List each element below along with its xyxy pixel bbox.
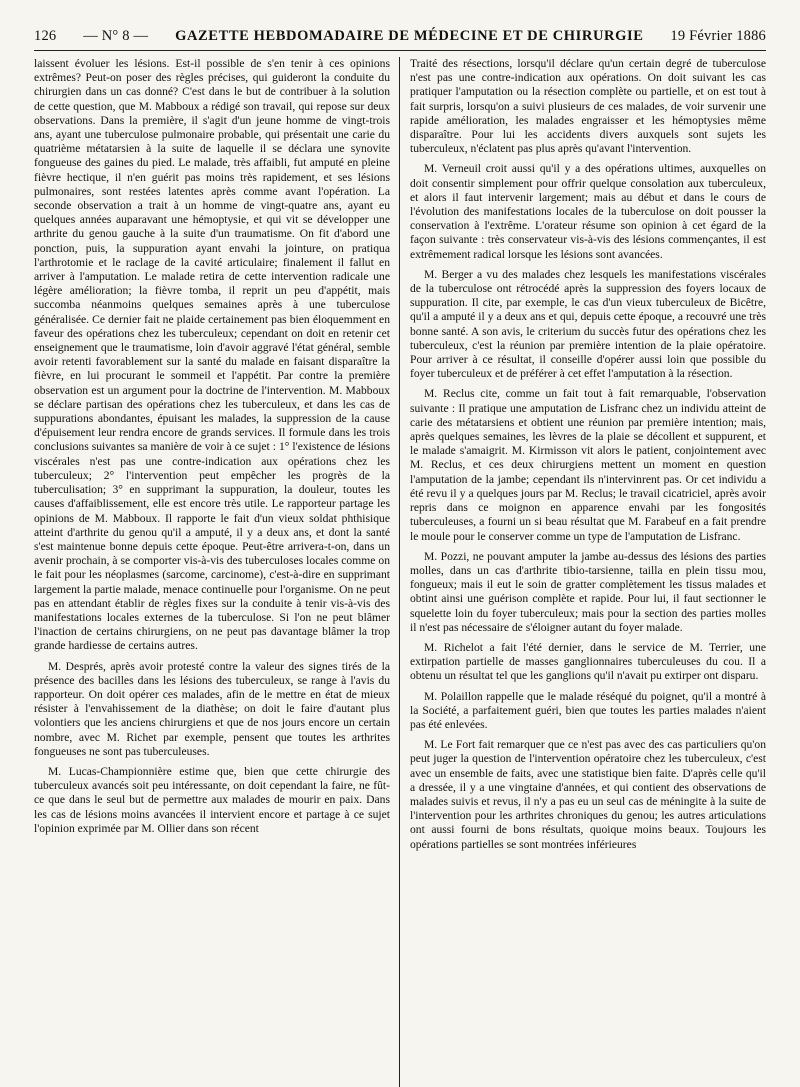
paragraph: M. Verneuil croit aussi qu'il y a des opérations ultimes, auxquelles on doit consentir simplement pour offrir quelque consolation aux tuberculeux, et alors il faut intervenir largement; mais au début et dans le cours de l'évolution des manifestations locales de la tuberculose on doit pousser la conservation à l'extrême. L'orateur résume son opinion à cet égard de la façon suivante : très conservateur vis-à-vis des lésions commençantes, il est extrêmement radical lorsque les lésions sont avancées. <box>410 162 766 261</box>
paragraph: M. Polaillon rappelle que le malade réséqué du poignet, qu'il a montré à la Société, a parfaitement guéri, bien que toutes les parties malades n'aient pas été enlevées. <box>410 689 766 731</box>
text-columns <box>34 57 766 1087</box>
paragraph: M. Le Fort fait remarquer que ce n'est pas avec des cas particuliers qu'on peut juger la question de l'intervention opératoire chez les tuberculeux, c'est avec un ensemble de faits, avec une statistique bien faite. D'après celle qu'il a dressée, il y a une vingtaine d'années, et qui contient des observations de malades suivis et revus, il n'y a pas eu un seul cas de méningite à la suite de l'intervention pour les arthrites chroniques du genou; les autres articulations ont aussi fourni de bons résultats, quoique moins beaux. Toujours les opérations partielles se sont montrées inférieures <box>410 738 766 851</box>
left-column <box>34 57 400 1087</box>
paragraph: M. Pozzi, ne pouvant amputer la jambe au-dessus des lésions des parties molles, dans un cas d'arthrite tibio-tarsienne, tailla en plein tissu mou, fongueux; mais il eut le soin de gratter complètement les tissus malades et obtint ainsi une guérison complète et rapide. Pour lui, il faut sectionner le squelette loin du foyer tuberculeux; mais pour la section des parties molles il n'est pas nécessaire de s'éloigner autant du foyer malade. <box>410 549 766 634</box>
page-number: 126 <box>34 28 57 44</box>
right-column <box>400 57 766 1087</box>
paragraph: M. Després, après avoir protesté contre la valeur des signes tirés de la présence des bacilles dans les lésions des tuberculeux, se range à l'avis du rapporteur. On doit opérer ces malades, afin de le mettre en état de mieux résister à l'envahissement de la diathèse; on doit le faire d'autant plus volontiers que les anciens chirurgiens et que de nos jours encore un certain nombre, avec M. Richet par exemple, pensent que toutes les arthrites fongueuses ne sont pas tuberculeuses. <box>34 659 390 758</box>
page-header <box>34 28 766 51</box>
paragraph: laissent évoluer les lésions. Est-il possible de s'en tenir à ces opinions extrêmes? Peut-on poser des règles précises, qui guideront la conduite du chirurgien dans un cas donné? C'est dans le but de contribuer à la solution de cette question, que M. Mabboux a rédigé son travail, qui repose sur deux observations. Dans la première, il s'agit d'un jeune homme de vingt-trois ans, ayant une tuberculose pulmonaire probable, qui présentait une carie du quatrième métatarsien à la suite de laquelle il se déclara une synovite fongueuse des gaines du pied. Le malade, très affaibli, fut amputé en pleine fièvre hectique, il n'en guérit pas moins très rapidement, et ses lésions pulmonaires, sont restées latentes après comme avant l'opération. La seconde observation a trait à un homme de vingt-quatre ans, ayant eu quelques années auparavant une hémoptysie, et qui vit se développer une arthrite du genou gauche à la suite d'un traumatisme. On fit d'abord une ponction, puis, la suppuration ayant envahi la jointure, on pratiqua l'arthrotomie et le raclage de la cavité articulaire; finalement il fallut en arriver à l'amputation. Le malade retira de cette intervention radicale une légère amélioration; la fièvre tomba, il reprit un peu d'appétit, mais succomba néanmoins quelques semaines après à une tuberculose généralisée. Ce dernier fait ne plaide certainement pas bien éloquemment en faveur des opérations chez les tuberculeux; cependant on doit en retenir cet enseignement que le traumatisme, loin d'avoir aggravé l'état général, semble avoir retenti favorablement sur la santé du malade en faisant disparaître la fièvre, en lui procurant le sommeil et l'appétit. Par contre la première observation est un argument pour la doctrine de l'intervention. M. Mabboux se déclare partisan des opérations chez les tuberculeux, et dans les cas de suppurations abondantes, épuisant les malades, la suppression de la cause d'épuisement leur rendra encore de grands services. Il formule dans les trois conclusions suivantes sa manière de voir à ce sujet : 1° l'existence de lésions viscérales n'est pas une contre-indication aux opérations chez les tuberculeux; 2° l'intervention peut empêcher les progrès de la tuberculisation; 3° en supprimant la suppuration, la douleur, toutes les causes d'affaiblissement, elle est encore très utile. Le rapporteur partage les opinions de M. Mabboux. Il rapporte le fait d'un vieux soldat phthisique atteint d'arthrite du genou qu'il a amputé, il y a deux ans, et dont la santé s'est maintenue bonne depuis cette époque. Peut-être arrivera-t-on, dans un avenir prochain, à se comporter vis-à-vis des tuberculoses locales comme on le fait pour les néoplasmes (sarcome, carcinome), c'est-à-dire en supprimant largement la partie malade, menace continuelle pour l'organisme. On ne peut pas en attendant établir de règles fixes sur la conduite à tenir vis-à-vis des manifestations locales externes de la tuberculose. Si l'on ne peut blâmer l'inaction de certains chirurgiens, on ne peut pas davantage blâmer la trop grande hardiesse de certains autres. <box>34 57 390 653</box>
journal-title: GAZETTE HEBDOMADAIRE DE MÉDECINE ET DE CHIRURGIE <box>175 28 644 44</box>
issue-number: — N° 8 — <box>83 28 149 44</box>
paragraph: M. Reclus cite, comme un fait tout à fait remarquable, l'observation suivante : Il pratique une amputation de Lisfranc chez un individu atteint de carie des métatarsiens et obtient une réunion par première intention; mais, après quelques semaines, les lèvres de la plaie se décollent et suppurent, et le malade s'amaigrit. M. Kirmisson vit alors le patient, conjointement avec M. Reclus, et ces deux chirurgiens mettent un moment en question l'amputation de la jambe; cependant ils n'intervinrent pas. Or cet individu a été revu il y a quelques jours par M. Reclus; le travail cicatriciel, après avoir repris dans ce moignon en apparence envahi par les fongosités tuberculeuses, a fourni un si beau résultat que M. Farabeuf en a fait prendre le moule pour le conserver comme un type de l'amputation de Lisfranc. <box>410 387 766 543</box>
paragraph: Traité des résections, lorsqu'il déclare qu'un certain degré de tuberculose n'est pas une contre-indication aux opérations. On doit suivant les cas pratiquer l'amputation ou la résection complète ou partielle, et on est tout à fait surpris, lorsqu'on a suivi plusieurs de ces malades, de voir survenir une rapide amélioration, les malades engraisser et les hémoptysies même disparaître. Pour lui les accidents divers auxquels sont sujets les tuberculeux, n'éclatent pas plus après qu'avant l'intervention. <box>410 57 766 156</box>
paragraph: M. Berger a vu des malades chez lesquels les manifestations viscérales de la tuberculose ont rétrocédé après la suppression des foyers locaux de suppuration. Il cite, par exemple, le cas d'un vieux tuberculeux de Bicêtre, qu'il a amputé il y a deux ans et qui, depuis cette époque, a recouvré une très bonne santé. A son avis, le criterium du succès futur des opérations chez les tuberculeux, c'est la réunion par première intention de la plaie opératoire. Pour arriver à ce résultat, il conseille d'opérer aussi loin que possible du foyer tuberculeux et de préférer à cet effet l'amputation à la résection. <box>410 267 766 381</box>
paragraph: M. Lucas-Championnière estime que, bien que cette chirurgie des tuberculeux avancés soit peu intéressante, on doit cependant la faire, ne fût-ce que dans le seul but de permettre aux malades de mourir en paix. Dans les cas de lésions moins avancées il intervient encore et partage à ce sujet l'opinion exprimée par M. Ollier dans son récent <box>34 764 390 835</box>
paragraph: M. Richelot a fait l'été dernier, dans le service de M. Terrier, une extirpation partielle de masses ganglionnaires tuberculeuses du cou. Il a obtenu un résultat tel que les ganglions qu'il n'avait pu extirper ont disparu. <box>410 640 766 683</box>
issue-date: 19 Février 1886 <box>670 28 766 44</box>
